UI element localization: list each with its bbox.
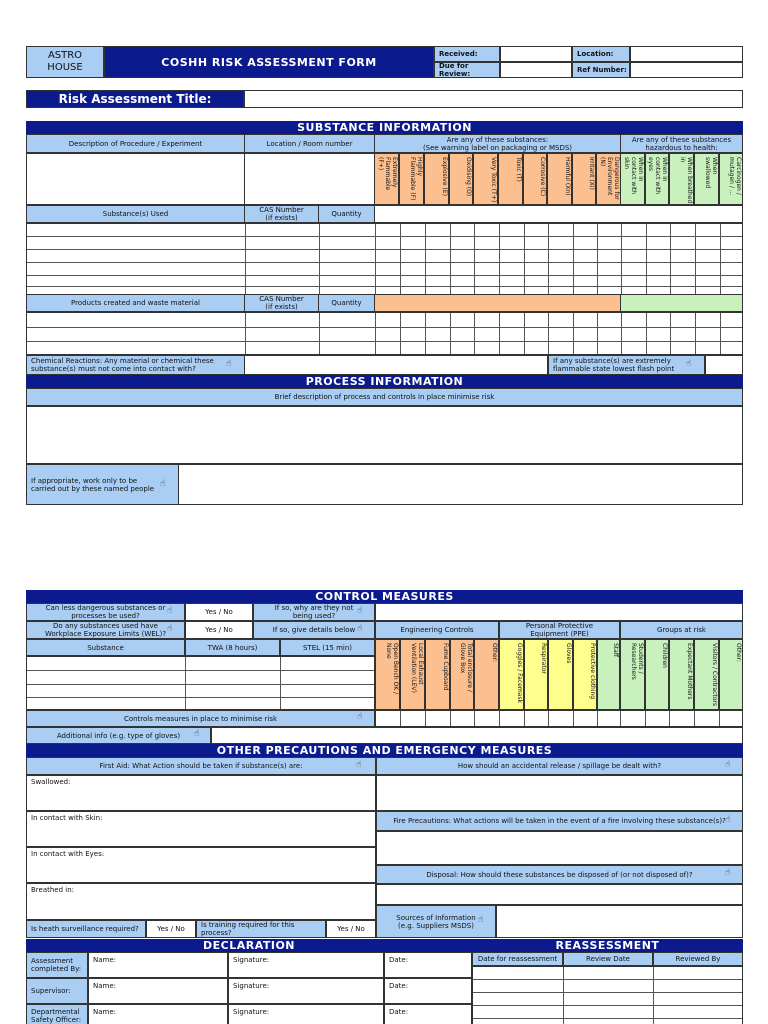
spillage-field[interactable]	[376, 775, 743, 811]
flash-point-line1: If any substance(s) are extremely	[553, 357, 671, 365]
health-col-0: When in contact with skin	[620, 153, 645, 205]
training-label: Is training required for this process?	[196, 920, 326, 938]
named-people-line1: If appropriate, work only to be	[31, 476, 138, 485]
surveillance-label: Is heath surveillance required?	[26, 920, 146, 938]
why-not-used-line1: If so, why are they not	[274, 604, 354, 612]
room-number-field[interactable]	[244, 153, 375, 205]
products-label: Products created and waste material	[26, 294, 245, 312]
process-desc-label: Brief description of process and controls in place minimise risk	[26, 388, 743, 406]
hazard-col-7: Harmful (Xn)	[547, 153, 572, 205]
assessment-completed-label	[26, 952, 88, 978]
hand-pointer-icon: ☝	[356, 760, 362, 770]
products-hazard-band	[374, 294, 621, 312]
control-measures-heading: CONTROL MEASURES	[26, 590, 743, 603]
safety-officer-label	[26, 1004, 88, 1024]
cas-number-label-line2: (if exists)	[265, 214, 298, 222]
hand-pointer-icon: ☝	[226, 359, 232, 369]
safety-officer-date-field[interactable]: Date:	[384, 1004, 472, 1024]
chemical-reactions-line1: Chemical Reactions: Any material or chemical these	[31, 357, 214, 365]
process-info-heading: PROCESS INFORMATION	[26, 375, 743, 388]
wel-line1: Do any substances used have	[53, 622, 158, 630]
other-precautions-heading: OTHER PRECAUTIONS AND EMERGENCY MEASURES	[26, 744, 743, 757]
procedure-desc-label: Description of Procedure / Experiment	[26, 134, 245, 153]
flash-point-label	[548, 355, 705, 375]
org-name-line1: ASTRO	[47, 50, 83, 61]
wel-label	[26, 621, 185, 639]
declaration-heading: DECLARATION	[26, 939, 472, 952]
products-grid[interactable]	[26, 312, 743, 355]
review-date-header: Review Date	[563, 952, 653, 966]
hazard-col-0: Extremely Flammable (F+)	[374, 153, 399, 205]
group-col-0: Staff	[597, 639, 620, 710]
safety-officer-name-field[interactable]: Name:	[88, 1004, 228, 1024]
less-dangerous-line1: Can less dangerous substances or	[45, 604, 166, 612]
named-people-line2: carried out by these named people	[31, 484, 155, 493]
sources-field[interactable]	[496, 905, 743, 938]
less-dangerous-label	[26, 603, 185, 621]
supervisor-label: Supervisor:	[26, 978, 88, 1004]
hand-pointer-icon: ☝	[357, 624, 363, 634]
hand-pointer-icon: ☝	[167, 606, 173, 616]
due-review-label: Due for Review:	[434, 62, 500, 78]
ppe-col-2: Gloves	[548, 639, 573, 710]
swallowed-field[interactable]: Swallowed:	[26, 775, 376, 811]
cas-number-label	[244, 205, 319, 223]
hand-pointer-icon: ☝	[167, 624, 173, 634]
assessor-signature-field[interactable]: Signature:	[228, 952, 384, 978]
ppe-label	[499, 621, 620, 639]
chemical-reactions-label	[26, 355, 245, 375]
supervisor-date-field[interactable]: Date:	[384, 978, 472, 1004]
ref-number-label: Ref Number:	[572, 62, 630, 78]
hand-pointer-icon: ☝	[725, 760, 731, 770]
wel-yes-no[interactable]: Yes / No	[185, 621, 253, 639]
fire-precautions-field[interactable]	[376, 831, 743, 865]
group-col-1: Students / Researchers	[620, 639, 645, 710]
ppe-line1: Personal Protective	[525, 622, 594, 630]
eng-col-2: Fume Cupboard	[425, 639, 450, 710]
hand-pointer-icon: ☝	[357, 606, 363, 616]
why-not-used-field[interactable]	[375, 603, 743, 621]
spillage-label: How should an accidental release / spillage be dealt with?	[376, 757, 743, 775]
hazard-col-3: Oxidising (O)	[449, 153, 473, 205]
hazard-col-4: Very Toxic (T+)	[473, 153, 498, 205]
reassessment-grid[interactable]	[472, 966, 743, 1024]
named-people-label	[26, 464, 179, 505]
eye-contact-field[interactable]: In contact with Eyes:	[26, 847, 376, 883]
ppe-col-3: Protective clothing	[573, 639, 597, 710]
hazard-col-5: Toxic (T)	[498, 153, 523, 205]
less-dangerous-yes-no[interactable]: Yes / No	[185, 603, 253, 621]
cas-number-label-line1: CAS Number	[259, 206, 304, 214]
reviewed-by-header: Reviewed By	[653, 952, 743, 966]
eng-col-3: Total enclosure / Glove Box	[450, 639, 474, 710]
additional-info-field[interactable]	[211, 727, 743, 744]
ppe-col-0: Goggles / Facemask	[499, 639, 524, 710]
procedure-desc-field[interactable]	[26, 153, 245, 205]
assessor-name-field[interactable]: Name:	[88, 952, 228, 978]
hand-pointer-icon: ☝	[725, 815, 731, 825]
hazard-col-9: Dangerous for Environment (N)	[596, 153, 621, 205]
health-col-4: Carcinogen / mutagen / ...	[719, 153, 743, 205]
group-col-2: Children	[645, 639, 669, 710]
hazard-col-2: Explosive (E)	[424, 153, 449, 205]
health-col-1: When in contact with eyes	[645, 153, 669, 205]
room-number-label: Location / Room number	[244, 134, 375, 153]
hazard-question-line2: (See warning label on packaging or MSDS)	[422, 143, 573, 152]
named-people-field[interactable]	[178, 464, 743, 505]
hazard-col-1: Highly Flammable (F)	[399, 153, 424, 205]
cas-number-label-2-line1: CAS Number	[259, 295, 304, 303]
hand-pointer-icon: ☝	[160, 479, 166, 489]
flash-point-field[interactable]	[705, 355, 743, 375]
health-question	[620, 134, 743, 153]
substances-used-header-blank	[374, 205, 743, 223]
wel-grid[interactable]	[26, 656, 375, 710]
eng-col-0: Open Bench OK / None	[375, 639, 400, 710]
skin-contact-field[interactable]: In contact with Skin:	[26, 811, 376, 847]
chemical-reactions-line2: substance(s) must not come into contact with?	[31, 365, 196, 373]
cas-number-label-2	[244, 294, 319, 312]
reassessment-date-header: Date for reassessment	[472, 952, 563, 966]
disposal-field[interactable]	[376, 884, 743, 905]
why-not-used-line2: being used?	[292, 612, 336, 620]
hand-pointer-icon: ☝	[725, 868, 731, 878]
eng-col-1: Local Exhaust Ventilation (LEV)	[400, 639, 425, 710]
org-name-box	[26, 46, 104, 78]
control-measures-grid[interactable]	[375, 710, 743, 727]
substance-info-heading: SUBSTANCE INFORMATION	[26, 121, 743, 134]
flash-point-line2: flammable state lowest flash point	[553, 365, 675, 373]
hazard-question-line1: Are any of these substances:	[446, 135, 549, 144]
group-col-3: Expectant Mothers	[669, 639, 694, 710]
hazard-col-8: Irritant (Xi)	[572, 153, 596, 205]
disposal-label: Disposal: How should these substances be disposed of (or not disposed of)?	[376, 865, 743, 884]
org-name-line2: HOUSE	[47, 62, 83, 73]
location-label: Location:	[572, 46, 630, 62]
hand-pointer-icon: ☝	[194, 729, 200, 739]
assessor-date-field[interactable]: Date:	[384, 952, 472, 978]
location-field[interactable]	[630, 46, 743, 62]
reassessment-heading: REASSESSMENT	[472, 939, 743, 952]
chemical-reactions-field[interactable]	[244, 355, 548, 375]
quantity-label: Quantity	[318, 205, 375, 223]
assessment-completed-line2: completed By:	[31, 965, 82, 973]
quantity-label-2: Quantity	[318, 294, 375, 312]
health-question-line2: hazardous to health:	[645, 143, 718, 152]
stel-label: STEL (15 min)	[280, 639, 375, 656]
group-col-5: Other:	[719, 639, 743, 710]
engineering-controls-label: Engineering Controls	[375, 621, 499, 639]
health-col-3: When swallowed	[694, 153, 719, 205]
first-aid-label: First Aid: What Action should be taken if substance(s) are:	[26, 757, 376, 775]
substance-col-label: Substance	[26, 639, 185, 656]
eng-col-4: Other:	[474, 639, 499, 710]
sources-line2: (e.g. Suppliers MSDS)	[398, 921, 474, 930]
substances-used-label: Substance(s) Used	[26, 205, 245, 223]
risk-assessment-title-label: Risk Assessment Title:	[26, 90, 244, 108]
safety-officer-line1: Departmental	[31, 1008, 80, 1016]
hand-pointer-icon: ☝	[478, 915, 484, 925]
wel-line2: Workplace Exposure Limits (WEL)?	[44, 630, 167, 638]
health-col-2: When breathed in	[669, 153, 694, 205]
sources-line1: Sources of Information	[396, 913, 476, 922]
control-measures-label: Controls measures in place to minimise risk	[26, 710, 375, 727]
ref-number-field[interactable]	[630, 62, 743, 78]
hand-pointer-icon: ☝	[357, 712, 363, 722]
received-field[interactable]	[500, 46, 572, 62]
supervisor-name-field[interactable]: Name:	[88, 978, 228, 1004]
less-dangerous-line2: processes be used?	[71, 612, 140, 620]
hand-pointer-icon: ☝	[686, 359, 692, 369]
health-question-line1: Are any of these substances	[631, 135, 732, 144]
products-health-band	[620, 294, 743, 312]
additional-info-label: Additional info (e.g. type of gloves)	[26, 727, 211, 744]
process-desc-field[interactable]	[26, 406, 743, 464]
assessment-completed-line1: Assessment	[31, 957, 73, 965]
safety-officer-signature-field[interactable]: Signature:	[228, 1004, 384, 1024]
group-col-4: Visitors / Contractors	[694, 639, 719, 710]
received-label: Received:	[434, 46, 500, 62]
ppe-line2: Equipment (PPE)	[530, 630, 589, 638]
hazard-question	[374, 134, 621, 153]
training-yes-no[interactable]: Yes / No	[326, 920, 376, 938]
safety-officer-line2: Safety Officer:	[31, 1016, 82, 1024]
cas-number-label-2-line2: (if exists)	[265, 303, 298, 311]
groups-at-risk-label: Groups at risk	[620, 621, 743, 639]
twa-label: TWA (8 hours)	[185, 639, 280, 656]
surveillance-yes-no[interactable]: Yes / No	[146, 920, 196, 938]
form-title: COSHH RISK ASSESSMENT FORM	[104, 46, 434, 78]
supervisor-signature-field[interactable]: Signature:	[228, 978, 384, 1004]
risk-assessment-title-field[interactable]	[244, 90, 743, 108]
give-details-label: If so, give details below	[253, 621, 375, 639]
due-review-field[interactable]	[500, 62, 572, 78]
ppe-col-1: Respirator	[524, 639, 548, 710]
hazard-col-6: Corrosive (C)	[523, 153, 547, 205]
substances-used-grid[interactable]	[26, 223, 743, 295]
fire-precautions-label: Fire Precautions: What actions will be taken in the event of a fire involving these substance(s)?	[376, 811, 743, 831]
breathed-in-field[interactable]: Breathed in:	[26, 883, 376, 920]
